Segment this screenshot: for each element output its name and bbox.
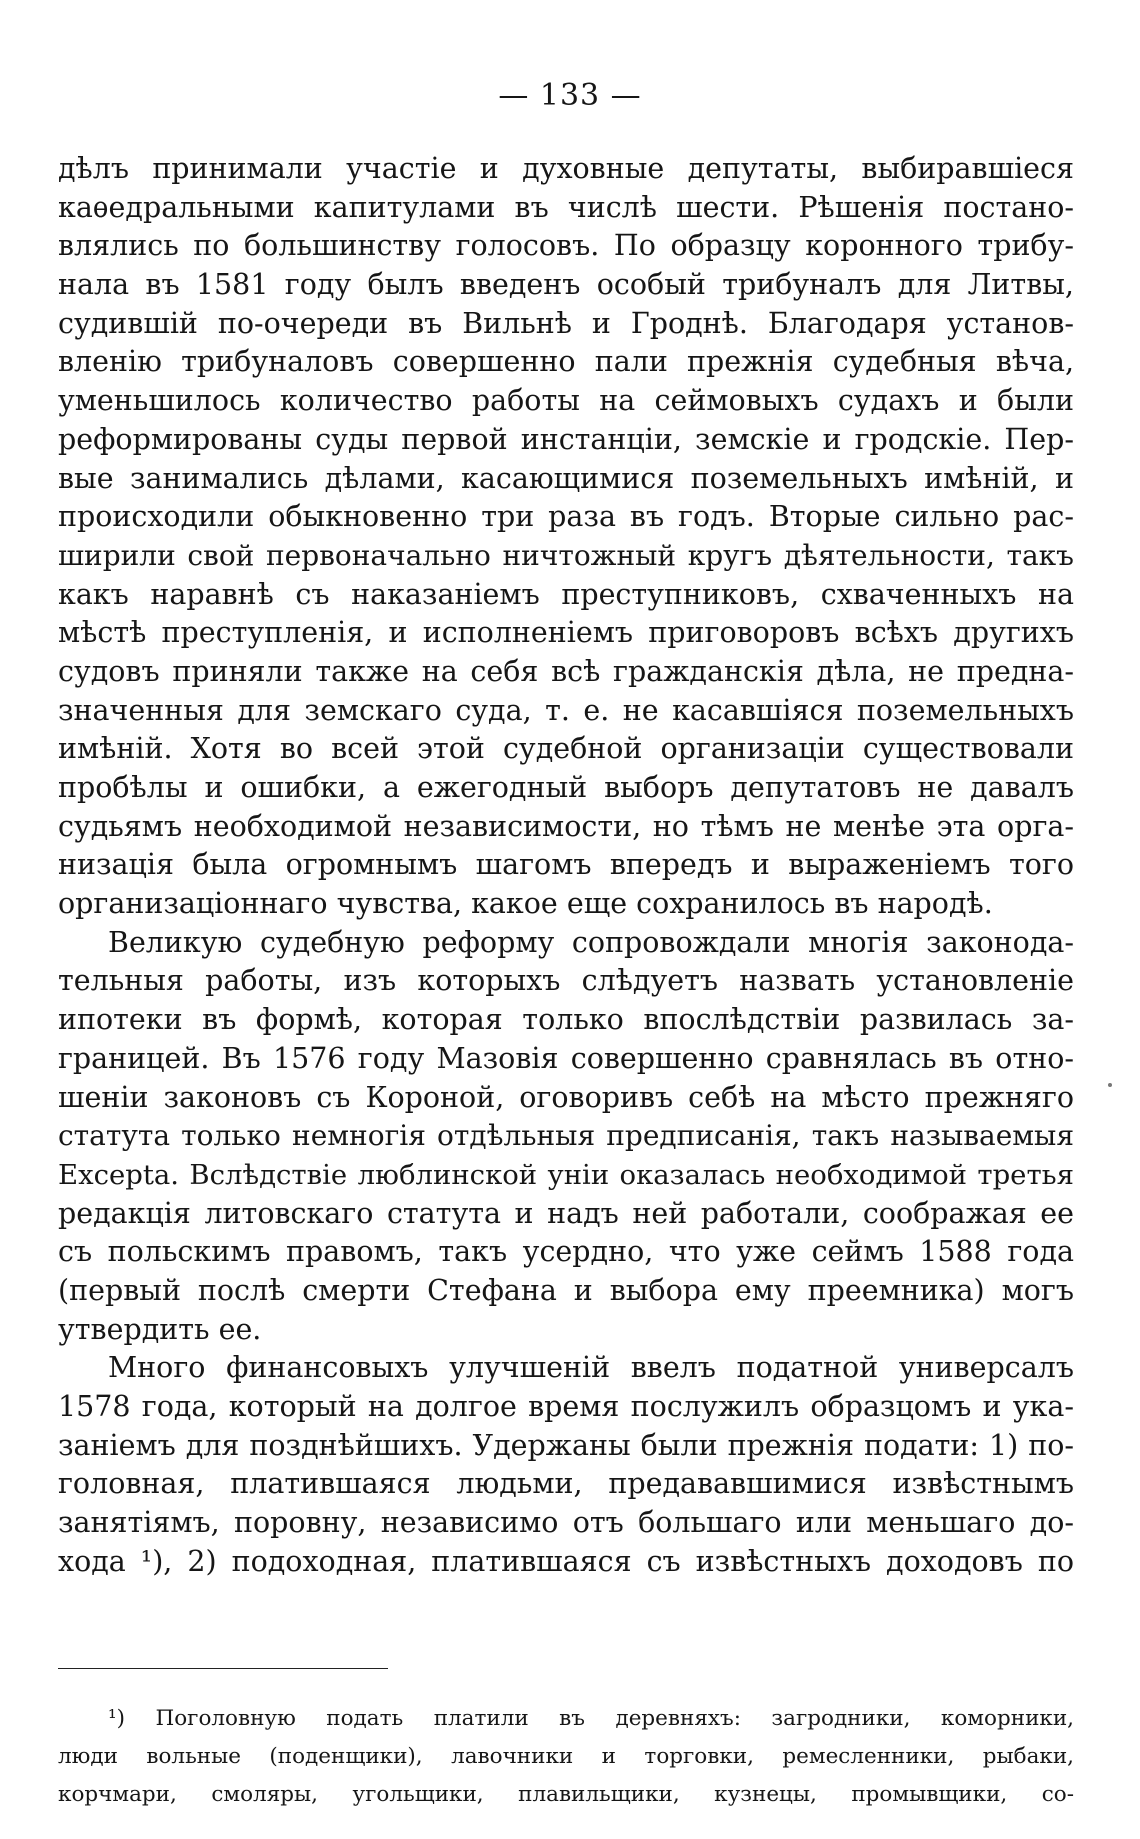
text-line: уменьшилось количество работы на сеймовыхъ судахъ и были	[58, 384, 1074, 418]
text-line: съ польскимъ правомъ, такъ усердно, что уже сеймъ 1588 года	[58, 1235, 1074, 1269]
text-line: организаціоннаго чувства, какое еще сохранилось въ народѣ.	[58, 887, 993, 921]
text-line: занятіямъ, поровну, независимо отъ большаго или меньшаго до-	[58, 1506, 1074, 1540]
text-line: вленію трибуналовъ совершенно пали прежнія судебныя вѣча,	[58, 345, 1074, 379]
text-line: судьямъ необходимой независимости, но тѣмъ не менѣе эта орга-	[58, 809, 1074, 843]
text-line: реформированы суды первой инстанціи, земскіе и гродскіе. Пер-	[58, 422, 1074, 456]
footnote-line: корчмари, смоляры, угольщики, плавильщики, кузнецы, промывщики, со-	[58, 1782, 1074, 1807]
page-number: — 133 —	[498, 78, 642, 113]
text-line: статута только немногія отдѣльныя предписанія, такъ называемыя	[58, 1119, 1074, 1153]
text-line: судовъ приняли также на себя всѣ гражданскія дѣла, не предна-	[58, 654, 1074, 688]
text-line: 1578 года, который на долгое время послужилъ образцомъ и ука-	[58, 1390, 1074, 1423]
text-line: пробѣлы и ошибки, а ежегодный выборъ депутатовъ не давалъ	[58, 771, 1074, 804]
text-line: границей. Въ 1576 году Мазовія совершенно сравнялась въ отно-	[58, 1041, 1074, 1075]
body-text	[58, 150, 1074, 1581]
scan-speck	[1108, 1083, 1112, 1087]
text-line: редакція литовскаго статута и надъ ней работали, соображая ее	[58, 1196, 1074, 1230]
text-line: нала въ 1581 году былъ введенъ особый трибуналъ для Литвы,	[58, 268, 1074, 302]
text-line: ширили свой первоначально ничтожный кругъ дѣятельности, такъ	[58, 538, 1074, 572]
footnote-line: ¹) Поголовную подать платили въ деревняхъ: загродники, коморники,	[108, 1706, 1074, 1731]
text-line: головная, платившаяся людьми, предававшимися извѣстнымъ	[58, 1467, 1074, 1501]
text-line: хода ¹), 2) подоходная, платившаяся съ извѣстныхъ доходовъ по	[58, 1544, 1074, 1578]
footnote-divider	[58, 1668, 388, 1669]
text-line: (первый послѣ смерти Стефана и выбора ему преемника) могъ	[58, 1273, 1074, 1307]
text-line: каѳедральными капитулами въ числѣ шести. Рѣшенія постано-	[58, 190, 1074, 224]
text-line: имѣній. Хотя во всей этой судебной организаціи существовали	[58, 732, 1074, 766]
text-line: происходили обыкновенно три раза въ годъ. Вторые сильно рас-	[58, 500, 1074, 534]
text-line: тельныя работы, изъ которыхъ слѣдуетъ назвать установленіе	[58, 964, 1074, 998]
text-line: вые занимались дѣлами, касающимися поземельныхъ имѣній, и	[58, 461, 1074, 495]
text-line: Excepta. Вслѣдствіе люблинской уніи оказалась необходимой третья	[58, 1158, 1074, 1191]
footnote-line: люди вольные (поденщики), лавочники и торговки, ремесленники, рыбаки,	[58, 1744, 1074, 1769]
text-line: шеніи законовъ съ Короной, оговоривъ себѣ на мѣсто прежняго	[58, 1080, 1074, 1114]
text-line: низація была огромнымъ шагомъ впередъ и выраженіемъ того	[58, 848, 1074, 882]
text-line: утвердить ее.	[58, 1312, 262, 1346]
text-line: мѣстѣ преступленія, и исполненіемъ приговоровъ всѣхъ другихъ	[58, 616, 1074, 650]
text-line: какъ наравнѣ съ наказаніемъ преступниковъ, схваченныхъ на	[58, 577, 1074, 611]
text-line: ипотеки въ формѣ, которая только впослѣдствіи развилась за-	[58, 1003, 1074, 1037]
text-line: Великую судебную реформу сопровождали многія законода-	[108, 925, 1074, 959]
text-line: судившій по-очереди въ Вильнѣ и Гроднѣ. Благодаря установ-	[58, 306, 1074, 340]
text-line: Много финансовыхъ улучшеній ввелъ податной универсалъ	[108, 1351, 1074, 1385]
text-line: влялись по большинству голосовъ. По образцу коронного трибу-	[58, 229, 1074, 263]
footnote	[58, 1700, 1074, 1814]
text-line: заніемъ для позднѣйшихъ. Удержаны были прежнія подати: 1) по-	[58, 1428, 1074, 1462]
text-line: дѣлъ принимали участіе и духовные депутаты, выбиравшіеся	[58, 152, 1074, 185]
text-line: значенныя для земскаго суда, т. е. не касавшіяся поземельныхъ	[58, 693, 1074, 727]
